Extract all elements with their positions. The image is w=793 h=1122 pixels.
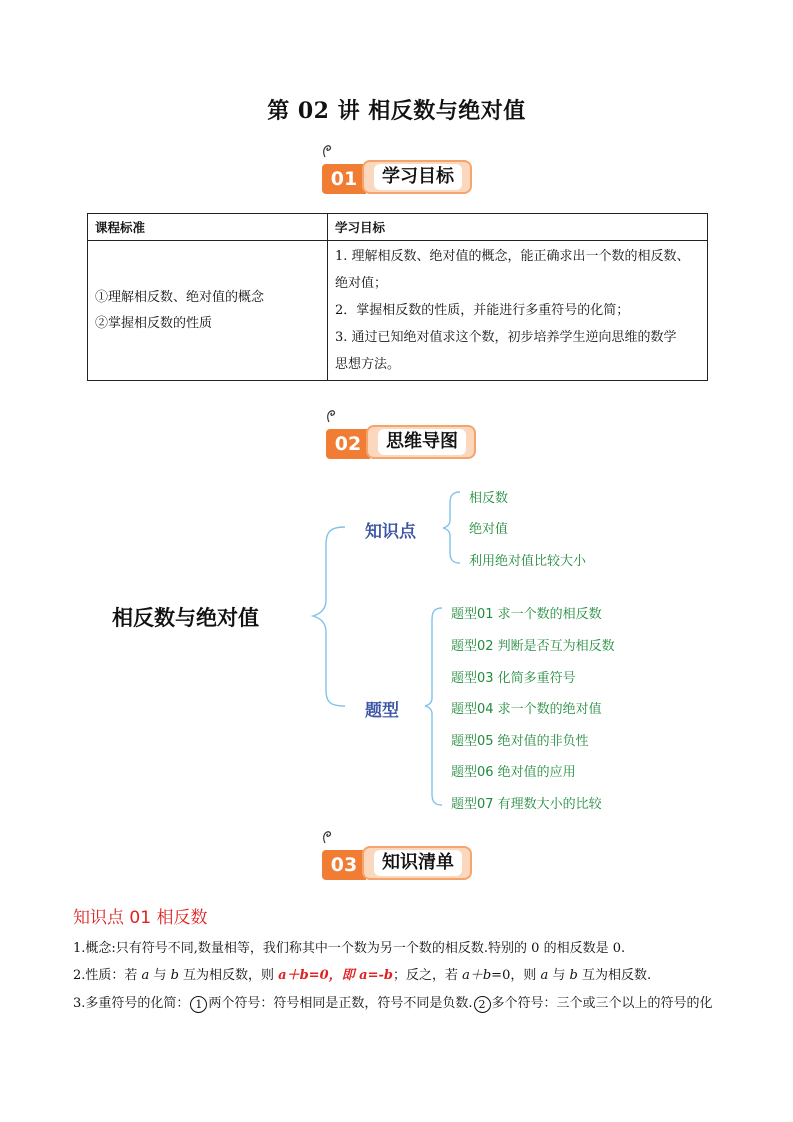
highlight-formula: a＋b=0，即 a=-b	[278, 968, 393, 983]
mindmap-leaf: 题型07 有理数大小的比较	[451, 797, 602, 812]
mindmap-leaf: 绝对值	[469, 522, 509, 537]
paragraph-concept: 1.概念:只有符号不同,数量相等，我们称其中一个数为另一个数的相反数.特别的 0 的相反数是 0.	[73, 941, 626, 956]
goal-line: 1. 理解相反数、绝对值的概念，能正确求出一个数的相反数、	[335, 249, 690, 264]
section-number: 03	[322, 850, 366, 880]
goal-line: 绝对值；	[335, 276, 388, 291]
section-number: 01	[322, 164, 366, 194]
clip-icon	[321, 830, 335, 844]
mindmap-leaf: 题型02 判断是否互为相反数	[451, 639, 615, 654]
section-number: 02	[326, 429, 370, 459]
mindmap-branch-knowledge: 知识点	[365, 522, 416, 542]
goal-line: 3. 通过已知绝对值求这个数，初步培养学生逆向思维的数学	[335, 330, 677, 345]
section-label: 知识清单	[362, 846, 472, 880]
circled-number: 2	[474, 996, 491, 1013]
table-header-goals: 学习目标	[328, 214, 708, 241]
mindmap-leaf: 利用绝对值比较大小	[469, 554, 587, 569]
page-title: 第 02 讲 相反数与绝对值	[267, 98, 526, 124]
section-label: 学习目标	[362, 160, 472, 194]
standard-line: ②掌握相反数的性质	[95, 315, 213, 331]
section-badge-03	[322, 844, 472, 884]
mindmap-leaf: 相反数	[469, 491, 509, 506]
goal-line: 思想方法。	[335, 357, 401, 372]
mindmap-leaf: 题型04 求一个数的绝对值	[451, 702, 602, 717]
table-header-standard: 课程标准	[88, 214, 328, 241]
paragraph-multi-sign: 3.多重符号的化简： 1 两个符号：符号相同是正数，符号不同是负数. 2 多个符号：三个或三个以上的符号的化	[73, 996, 713, 1011]
mindmap-leaf: 题型03 化简多重符号	[451, 671, 576, 686]
standard-line: ①理解相反数、绝对值的概念	[95, 289, 265, 305]
paragraph-property: 2.性质：若 a 与 b 互为相反数，则 a＋b=0，即 a=-b；反之，若 a＋b=0，则 a 与 b 互为相反数.	[73, 968, 652, 983]
mindmap-leaf: 题型06 绝对值的应用	[451, 765, 576, 780]
mindmap-leaf: 题型05 绝对值的非负性	[451, 734, 589, 749]
knowledge-point-title: 知识点 01 相反数	[73, 908, 208, 928]
circled-number: 1	[190, 996, 207, 1013]
mindmap-branch-types: 题型	[365, 701, 399, 721]
mindmap-leaf: 题型01 求一个数的相反数	[451, 607, 602, 622]
section-label: 思维导图	[366, 425, 476, 459]
mindmap-root: 相反数与绝对值	[112, 606, 259, 630]
goal-line: 2．掌握相反数的性质，并能进行多重符号的化简；	[335, 303, 630, 318]
